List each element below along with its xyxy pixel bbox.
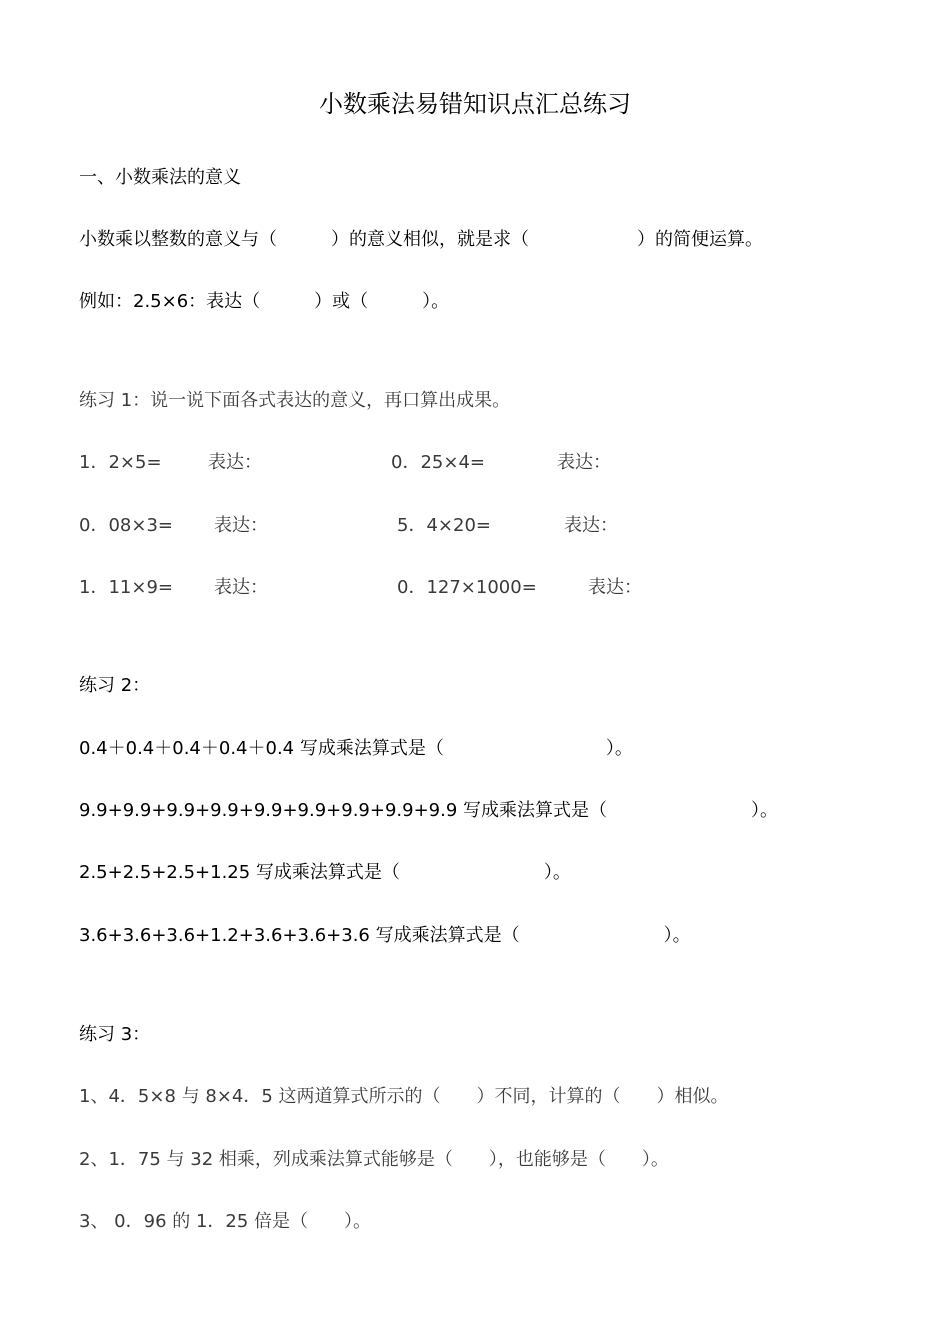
- section1-heading: 一、小数乘法的意义: [79, 167, 241, 188]
- practice3-item2: 2、1．75 与 32 相乘，列成乘法算式能够是（ ），也能够是（ ）。: [79, 1149, 669, 1170]
- practice1-row1-left-label: 表达：: [208, 452, 262, 473]
- practice3-item3: 3、 0．96 的 1．25 倍是（ ）。: [79, 1211, 372, 1232]
- section1-line2: 例如：2.5×6：表达（ ）或（ ）。: [79, 291, 450, 312]
- practice1-heading: 练习 1：说一说下面各式表达的意义，再口算出成果。: [79, 390, 511, 411]
- practice1-row2-right-expr: 5．4×20=: [397, 515, 491, 536]
- practice1-row2-right-label: 表达：: [564, 515, 618, 536]
- page-title: 小数乘法易错知识点汇总练习: [319, 90, 631, 118]
- practice1-row3-right-label: 表达：: [588, 577, 642, 598]
- practice2-item1: 0.4＋0.4＋0.4＋0.4＋0.4 写成乘法算式是（ ）。: [79, 738, 633, 759]
- practice1-row3-right-expr: 0．127×1000=: [397, 577, 537, 598]
- practice3-heading: 练习 3：: [79, 1024, 151, 1045]
- practice1-row3-left-label: 表达：: [214, 577, 268, 598]
- practice2-heading: 练习 2：: [79, 675, 151, 696]
- practice1-row1-right-label: 表达：: [557, 452, 611, 473]
- practice2-item4: 3.6+3.6+3.6+1.2+3.6+3.6+3.6 写成乘法算式是（ ）。: [79, 925, 691, 946]
- section1-line1: 小数乘以整数的意义与（ ）的意义相似，就是求（ ）的简便运算。: [79, 229, 763, 250]
- practice1-row2-left-expr: 0．08×3=: [79, 515, 173, 536]
- practice1-row2-left-label: 表达：: [214, 515, 268, 536]
- practice2-item2: 9.9+9.9+9.9+9.9+9.9+9.9+9.9+9.9+9.9 写成乘法算式是（ ）。: [79, 800, 779, 821]
- practice2-item3: 2.5+2.5+2.5+1.25 写成乘法算式是（ ）。: [79, 862, 571, 883]
- practice3-item1: 1、4．5×8 与 8×4．5 这两道算式所示的（ ）不同，计算的（ ）相似。: [79, 1086, 729, 1107]
- practice1-row3-left-expr: 1．11×9=: [79, 577, 173, 598]
- practice1-row1-right-expr: 0．25×4=: [391, 452, 485, 473]
- practice1-row1-left-expr: 1．2×5=: [79, 452, 162, 473]
